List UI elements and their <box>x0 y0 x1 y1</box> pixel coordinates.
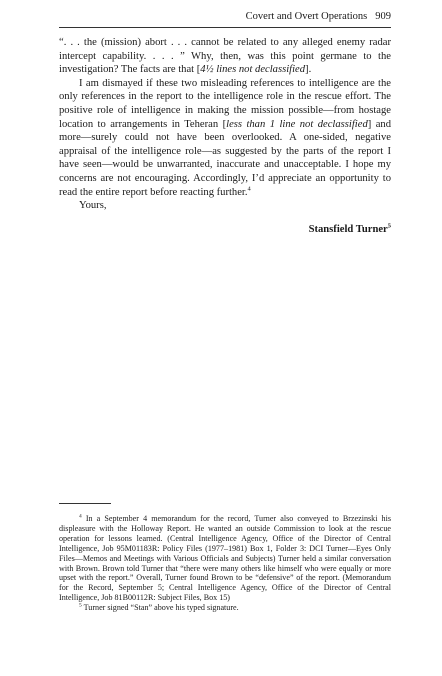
redaction-note: 4½ lines not declassified <box>200 64 306 76</box>
document-page <box>59 10 391 236</box>
footnote-ref: 4 <box>247 185 251 192</box>
page-number: 909 <box>375 11 391 22</box>
footnote-mark: 4 <box>79 513 82 520</box>
signature: Stansfield Turner$^5$ <box>308 222 391 235</box>
footnotes <box>59 514 391 613</box>
redaction-note: less than 1 line not declassified <box>226 118 368 130</box>
footnote-ref: 5 <box>387 222 391 230</box>
footnote-4: $^4$ In a September 4 memorandum for the record, Turner also conveyed to Brzezinski his displeasure with the Holloway Report. He wanted an outside Commission to look at the rescue operation for lessons learned. (Central Intelligence Agency, Office of the Director of Central Intelligence, Job 95M01183R: Policy Files (1977–1981) Box 1, Folder 3: DCI Turner—Eyes Only Files—Memos and Meetings with Various Officials and Subjects) Turner held a similar conversation with Brown. Brown told Turner that “there were many others like himself who were equally or more upset with the report.” Overall, Turner found Brown to be “defensive” of the report. (Memorandum for the Record, September 5; Central Intelligence Agency, Office of the Director of Central Intelligence, Job 81B00112R: Subject Files, Box 15) <box>59 513 391 603</box>
closing: Yours, <box>79 200 107 212</box>
footnote-rule <box>59 503 111 504</box>
footnote-5: $^5$ Turner signed “Stan” above his typed signature. <box>79 602 239 613</box>
body-text <box>59 36 391 236</box>
paragraph-2: I am dismayed if these two misleading references to intelligence are the only references in the report to the intelligence role in the rescue effort. The positive role of intelligence in making the mission possible—from hostage location to arrangements in Teheran [less than 1 line not declassified] and more—surely could not have been overlooked. A one-sided, negative appraisal of the intelligence role—as suggested by the parts of the report I have seen—would be unwarranted, inaccurate and unacceptable. I hope my concerns are not encouraging. Accordingly, I’d appreciate an opportunity to read the entire report before reacting further.$^4$ <box>59 77 392 198</box>
footnote-mark: 5 <box>79 602 82 609</box>
running-header <box>59 10 391 28</box>
paragraph-1: “. . . the (mission) abort . . . cannot be related to any alleged enemy radar intercept capability. . . . ” Why, then, was this point germane to the investigation? The facts are that [4½ lines not declassified]. <box>59 37 391 76</box>
running-title: Covert and Overt Operations <box>245 11 368 22</box>
